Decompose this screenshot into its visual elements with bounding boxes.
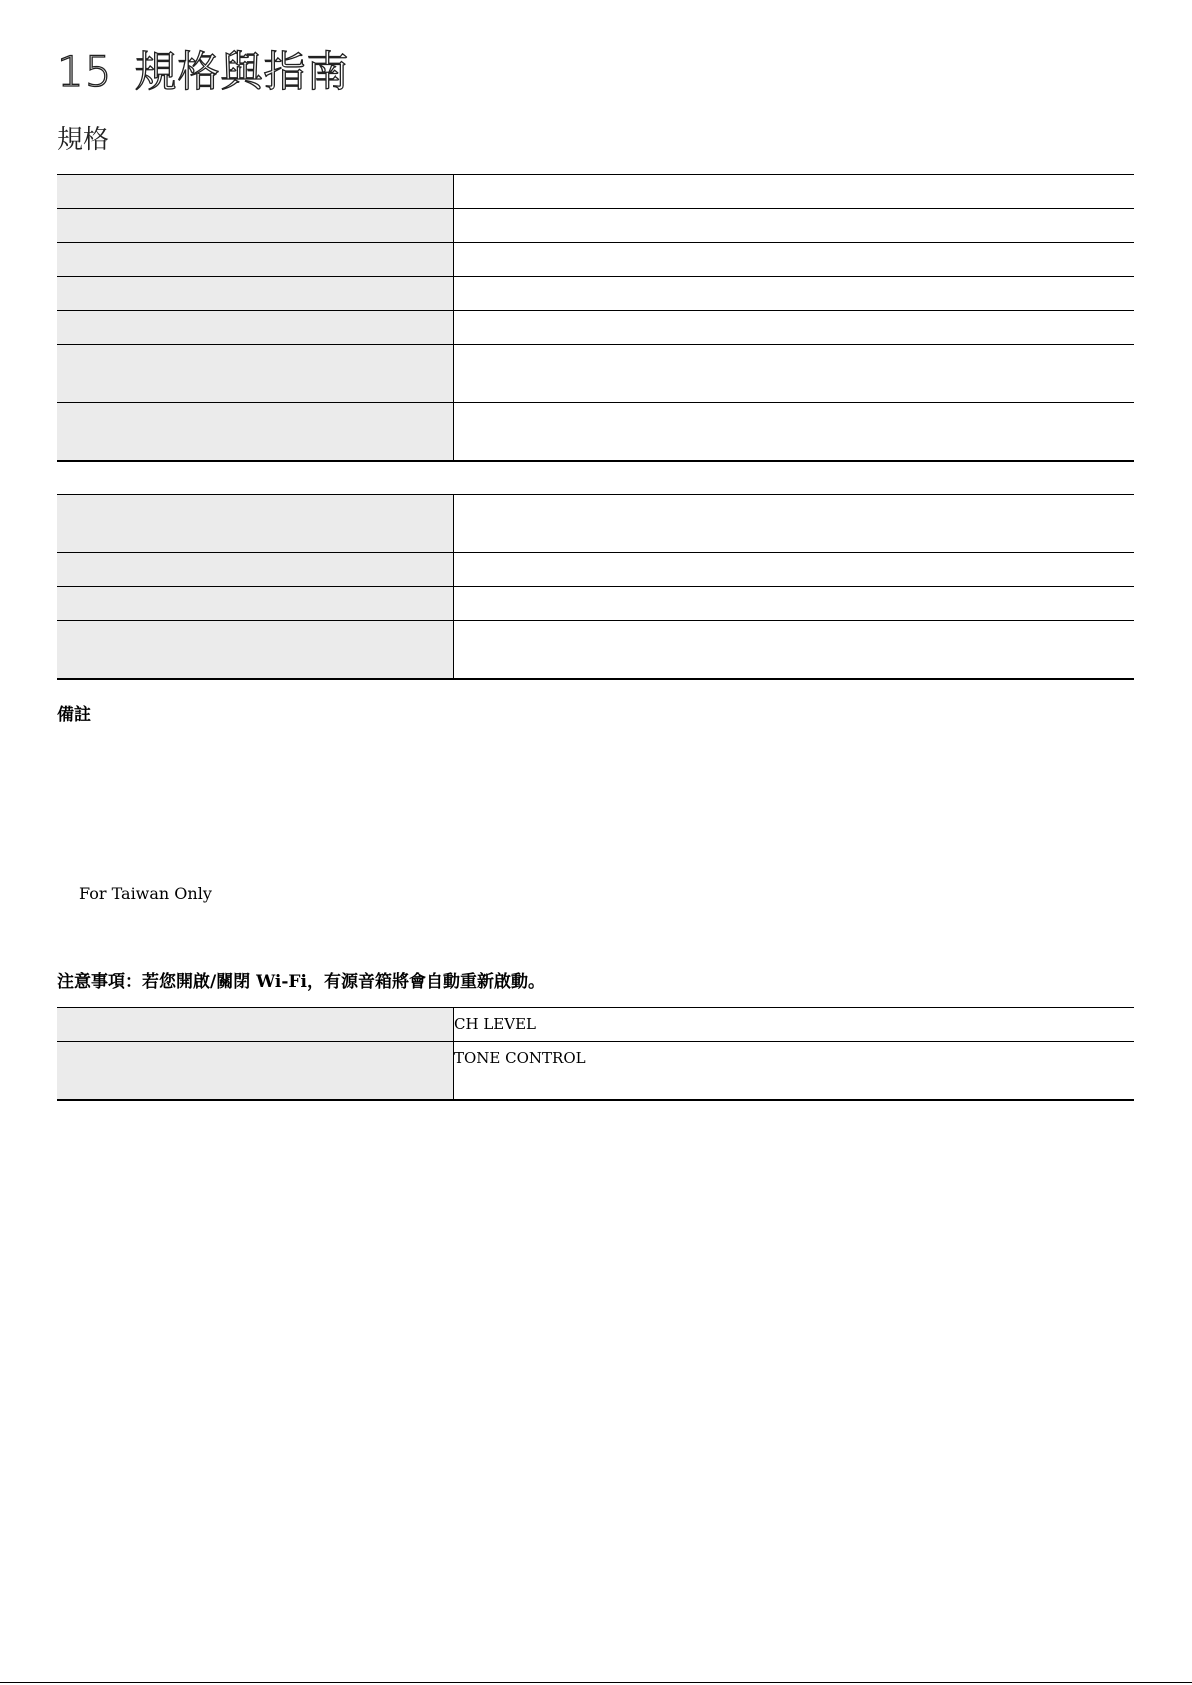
table-value-cell	[454, 621, 1135, 679]
table-label-cell	[57, 403, 454, 461]
table-row	[57, 621, 1134, 679]
table-label-cell	[57, 345, 454, 403]
table-row	[57, 175, 1134, 209]
table-row	[57, 345, 1134, 403]
chapter-title-text: 規格與指南	[134, 47, 350, 96]
table-value-cell	[454, 587, 1135, 621]
table-value-cell	[454, 209, 1135, 243]
table-label-cell	[57, 243, 454, 277]
table-value-cell	[454, 311, 1135, 345]
ch-level-cell: CH LEVEL	[454, 1008, 1135, 1042]
table-value-cell	[454, 345, 1135, 403]
spec-table-wireless	[57, 494, 1134, 680]
footer-divider	[0, 1682, 1192, 1683]
spec-table-settings	[57, 1007, 1134, 1101]
chapter-number: 15	[57, 47, 113, 96]
table-row	[57, 495, 1134, 553]
table-label-cell	[57, 175, 454, 209]
spec-table-general	[57, 174, 1134, 462]
section-title: 規格	[57, 125, 110, 155]
table-value-cell	[454, 553, 1135, 587]
chapter-title	[57, 46, 349, 98]
tone-control-cell: TONE CONTROL	[454, 1042, 1135, 1100]
table-label-cell	[57, 553, 454, 587]
table-label-cell	[57, 587, 454, 621]
table-label-cell	[57, 1042, 454, 1100]
table-value-cell	[454, 243, 1135, 277]
table-row	[57, 209, 1134, 243]
table-row	[57, 553, 1134, 587]
table-value-cell	[454, 495, 1135, 553]
taiwan-only-note: For Taiwan Only	[79, 884, 212, 903]
table-row	[57, 243, 1134, 277]
wifi-caution-note: 注意事項：若您開啟/關閉 Wi-Fi，有源音箱將會自動重新啟動。	[57, 972, 545, 992]
table-value-cell	[454, 175, 1135, 209]
table-label-cell	[57, 209, 454, 243]
table-label-cell	[57, 495, 454, 553]
table-label-cell	[57, 621, 454, 679]
table-row	[57, 1042, 1134, 1100]
table-label-cell	[57, 311, 454, 345]
table-label-cell	[57, 1008, 454, 1042]
table-row	[57, 403, 1134, 461]
table-row	[57, 277, 1134, 311]
table-value-cell	[454, 403, 1135, 461]
notes-heading: 備註	[57, 705, 91, 725]
table-row	[57, 311, 1134, 345]
table-value-cell	[454, 277, 1135, 311]
table-label-cell	[57, 277, 454, 311]
table-row	[57, 587, 1134, 621]
table-row	[57, 1008, 1134, 1042]
